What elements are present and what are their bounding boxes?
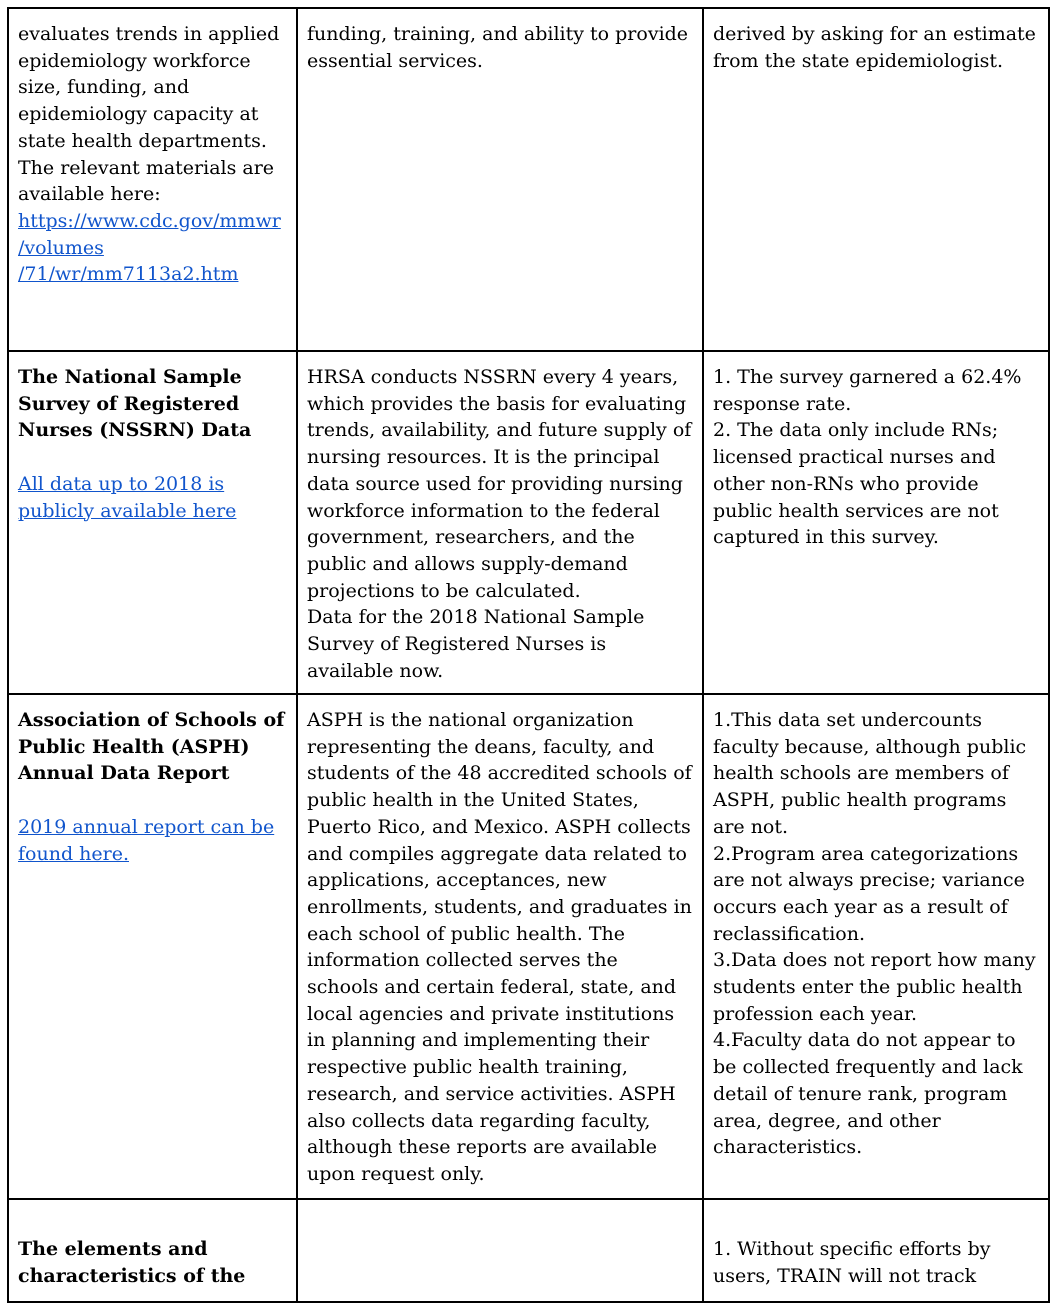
- limitations-text: derived by asking for an estimate from the state epidemiologist.: [713, 23, 1036, 72]
- source-description: evaluates trends in applied epidemiology workforce size, funding, and epidemiology capacity at state health departments. The relevant materials are available here:: [18, 23, 280, 206]
- description-cell: [297, 1199, 703, 1302]
- source-title: Association of Schools of Public Health (ASPH) Annual Data Report: [18, 709, 285, 785]
- limitation-item: 3.Data does not report how many students enter the public health profession each year.: [713, 949, 1036, 1025]
- source-cell: [8, 1199, 297, 1302]
- table-row: [8, 8, 1049, 351]
- description-cell: [297, 351, 703, 694]
- description-paragraph: Data for the 2018 National Sample Survey of Registered Nurses is available now.: [307, 606, 645, 682]
- limitations-cell: [703, 8, 1049, 351]
- table-row: [8, 351, 1049, 694]
- limitation-item: 1.This data set undercounts faculty because, although public health schools are members of ASPH, public health programs are not.: [713, 709, 1027, 838]
- description-paragraph: ASPH is the national organization representing the deans, faculty, and students of the 48 accredited schools of public health in the United States, Puerto Rico, and Mexico. ASPH collects and compiles aggregate data related to applications, acceptances, new enrollments, students, and graduates in each school of public health. The information collected serves the schools and certain federal, state, and local agencies and private institutions in planning and implementing their respective public health training, research, and service activities. ASPH also collects data regarding faculty, although these reports are available upon request only.: [307, 709, 692, 1185]
- data-sources-table: [7, 7, 1050, 1303]
- description-cell: [297, 694, 703, 1199]
- table-row: [8, 694, 1049, 1199]
- description-paragraph: HRSA conducts NSSRN every 4 years, which provides the basis for evaluating trends, availability, and future supply of nursing resources. It is the principal data source used for providing nursing workforce information to the federal government, researchers, and the public and allows supply-demand projections to be calculated.: [307, 366, 692, 602]
- limitation-item: 1. The survey garnered a 62.4% response rate.: [713, 366, 1022, 415]
- table-row: [8, 1199, 1049, 1302]
- limitation-item: 1. Without specific efforts by users, TRAIN will not track: [713, 1238, 991, 1287]
- limitations-cell: [703, 1199, 1049, 1302]
- source-title: The National Sample Survey of Registered Nurses (NSSRN) Data: [18, 366, 252, 442]
- source-cell: [8, 694, 297, 1199]
- source-cell: [8, 351, 297, 694]
- asph-report-link[interactable]: 2019 annual report can be found here.: [18, 815, 275, 865]
- limitations-cell: [703, 351, 1049, 694]
- limitation-item: 4.Faculty data do not appear to be collected frequently and lack detail of tenure rank, program area, degree, and other characteristics.: [713, 1029, 1023, 1159]
- limitation-item: 2.Program area categorizations are not always precise; variance occurs each year as a result of reclassification.: [713, 842, 1025, 945]
- mmwr-link[interactable]: https://www.cdc.gov/mmwr /volumes /71/wr/mm7113a2.htm: [18, 209, 281, 286]
- source-cell: [8, 8, 297, 351]
- nssrn-data-link[interactable]: All data up to 2018 is publicly available here: [18, 472, 237, 522]
- description-text: funding, training, and ability to provide essential services.: [307, 23, 689, 72]
- limitation-item: 2. The data only include RNs; licensed practical nurses and other non-RNs who provide public health services are not captured in this survey.: [713, 419, 999, 549]
- description-cell: [297, 8, 703, 351]
- limitations-cell: [703, 694, 1049, 1199]
- source-title: The elements and characteristics of the: [18, 1238, 246, 1287]
